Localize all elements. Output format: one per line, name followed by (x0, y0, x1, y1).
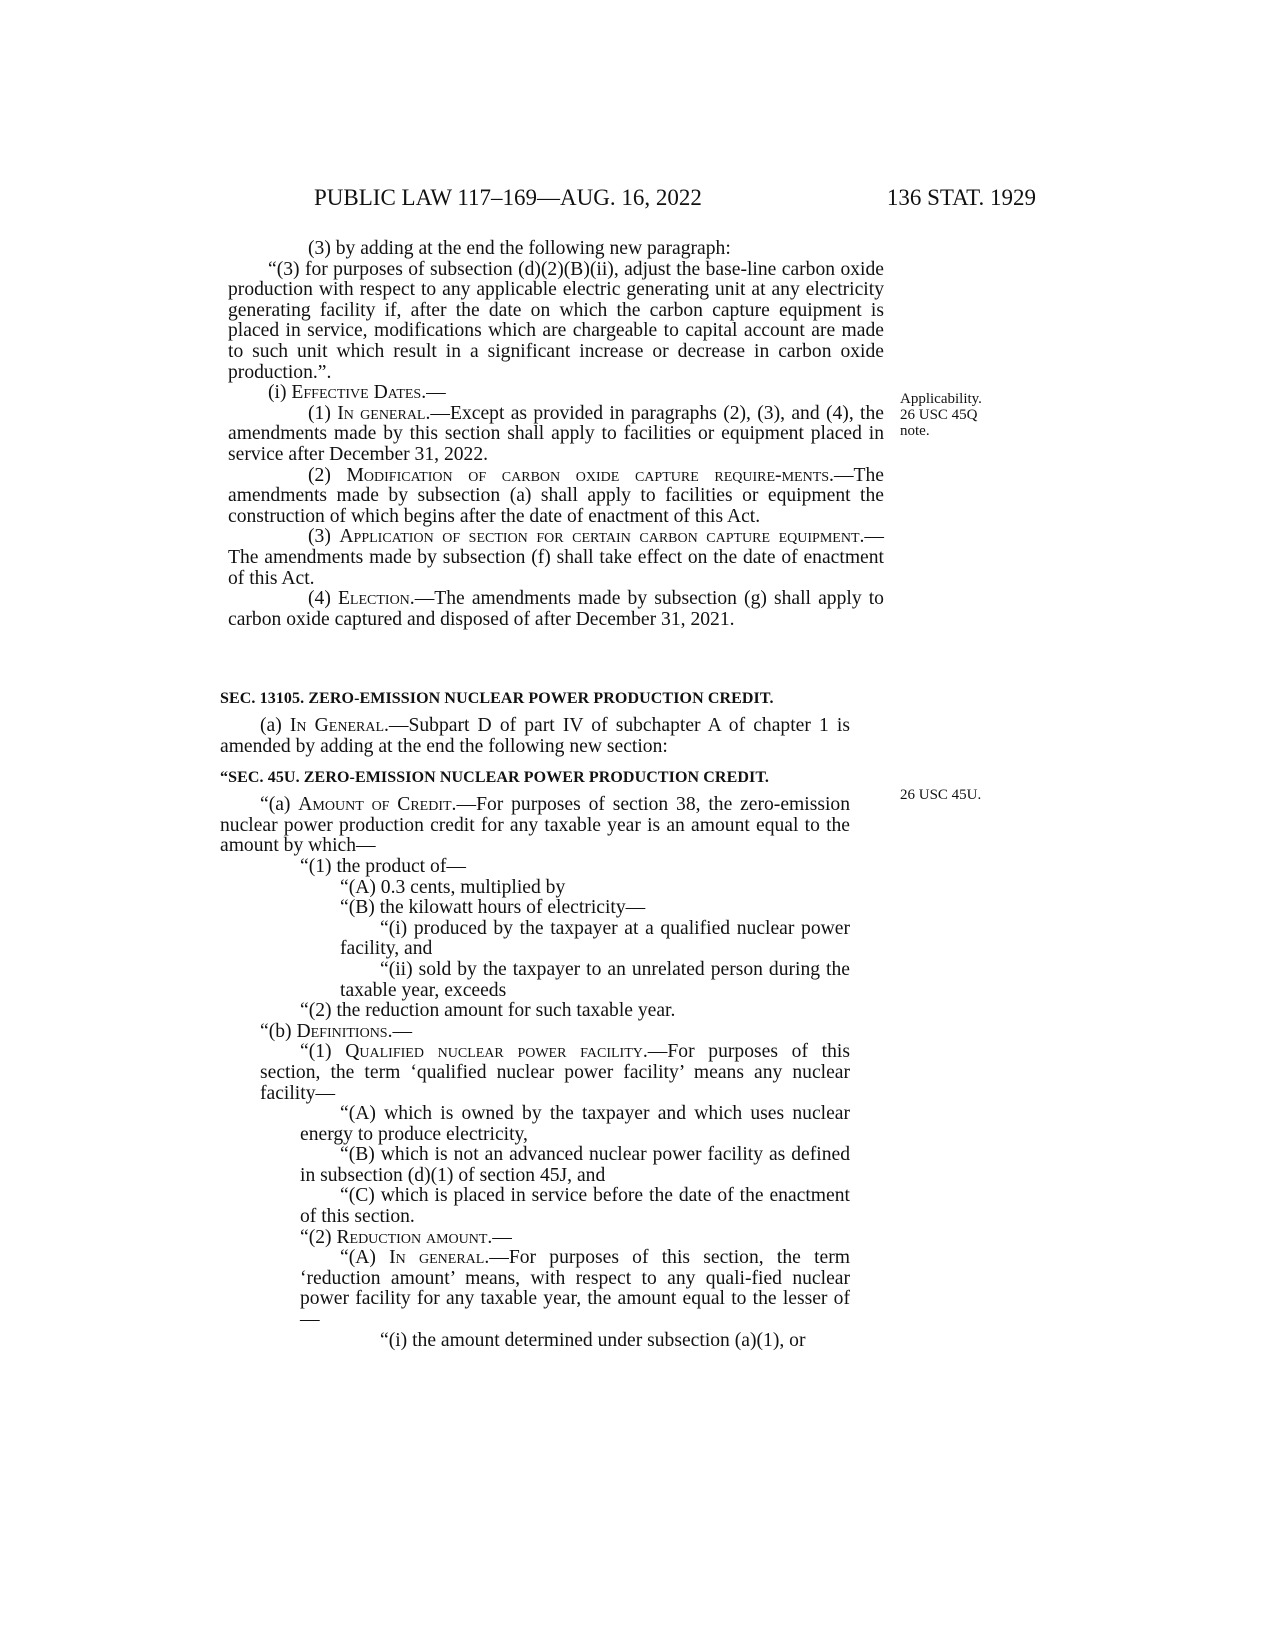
paragraph: “(2) the reduction amount for such taxable year. (300, 1000, 676, 1022)
paragraph: “(C) which is placed in service before the date of the enactment of this section. (300, 1185, 850, 1228)
paragraph: “(a) Amount of Credit.—For purposes of section 38, the zero-emission nuclear power production credit for any taxable year is an amount equal to the amount by which— (220, 794, 851, 857)
paragraph: “(A) In general.—For purposes of this section, the term ‘reduction amount’ means, with respect to any quali-fied nuclear power facility for any taxable year, the amount equal to the lesser of— (300, 1247, 850, 1331)
paragraph: “(B) which is not an advanced nuclear power facility as defined in subsection (d)(1) of section 45J, and (300, 1144, 850, 1186)
stat-citation: 136 STAT. 1929 (886, 185, 1036, 210)
paragraph: “(A) which is owned by the taxpayer and which uses nuclear energy to produce electricity, (300, 1103, 850, 1145)
page-header (228, 185, 1036, 219)
paragraph: “(3) for purposes of subsection (d)(2)(B)(ii), adjust the base-line carbon oxide production with respect to any applicable electric generating unit at any electricity generating facility if, after the date on which the carbon capture equipment is placed in service, modifications which are chargeable to capital account are made to such unit which result in a significant increase or decrease in carbon oxide production.”. (228, 258, 884, 383)
paragraph: “(A) 0.3 cents, multiplied by (340, 876, 566, 898)
paragraph: (1) In general.—Except as provided in paragraphs (2), (3), and (4), the amendments made by this section shall apply to facilities or equipment placed in service after December 31, 2022. (228, 402, 884, 465)
margin-note-45u: 26 USC 45U. (900, 787, 982, 803)
paragraph: (3) Application of section for certain carbon capture equipment.—The amendments made by subsection (f) shall take effect on the date of enactment of this Act. (228, 526, 884, 589)
body-text (228, 239, 884, 630)
paragraph: (a) In General.—Subpart D of part IV of subchapter A of chapter 1 is amended by adding at the end the following new section: (220, 715, 850, 757)
paragraph: (2) Modification of carbon oxide capture require-ments.—The amendments made by subsection (a) shall apply to facilities or equipment the construction of which begins after the date of enactment of this Act. (228, 464, 884, 527)
paragraph: “(i) produced by the taxpayer at a qualified nuclear power facility, and (340, 917, 850, 960)
paragraph: “(i) the amount determined under subsection (a)(1), or (380, 1329, 806, 1351)
paragraph: (4) Election.—The amendments made by subsection (g) shall apply to carbon oxide captured and disposed of after December 31, 2021. (228, 588, 884, 630)
paragraph: “(B) the kilowatt hours of electricity— (340, 897, 646, 919)
subsection-heading: “(b) Definitions.— (260, 1020, 413, 1042)
margin-note-applicability: Applicability. 26 USC 45Q note. (900, 391, 982, 439)
law-title: PUBLIC LAW 117–169—AUG. 16, 2022 (314, 185, 702, 210)
section-13105 (220, 688, 850, 1351)
paragraph: (3) by adding at the end the following new paragraph: (308, 238, 731, 259)
section-heading: SEC. 13105. ZERO-EMISSION NUCLEAR POWER PRODUCTION CREDIT. (220, 690, 774, 707)
subsection-heading: “(2) Reduction amount.— (300, 1226, 512, 1248)
paragraph: “(1) the product of— (300, 855, 466, 877)
paragraph: “(1) Qualified nuclear power facility.—For purposes of this section, the term ‘qualified nuclear power facility’ means any nuclear facility— (260, 1041, 850, 1104)
subsection-heading: (i) Effective Dates.— (268, 382, 446, 404)
section-heading-45u: “SEC. 45U. ZERO-EMISSION NUCLEAR POWER PRODUCTION CREDIT. (220, 769, 770, 787)
paragraph: “(ii) sold by the taxpayer to an unrelated person during the taxable year, exceeds (340, 958, 850, 1001)
